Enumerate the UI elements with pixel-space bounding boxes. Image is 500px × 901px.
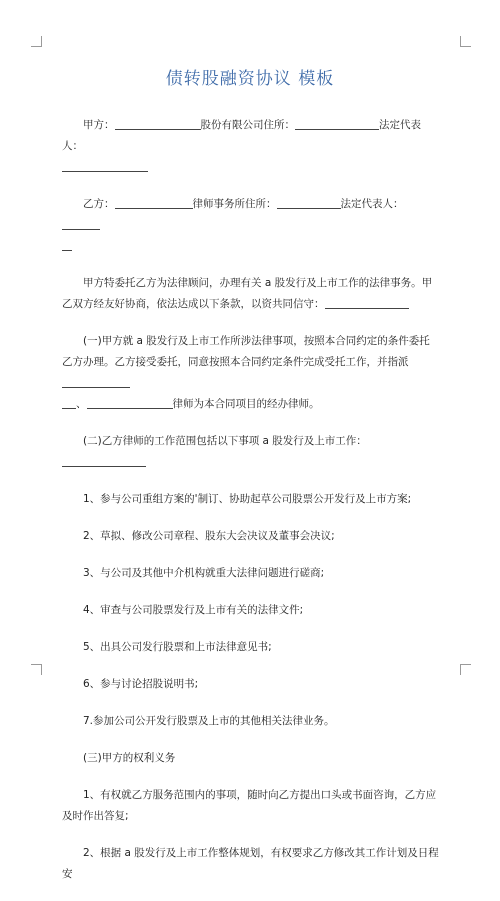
scope-item: 3、与公司及其他中介机构就重大法律问题进行磋商; — [83, 567, 325, 579]
blank-field[interactable] — [325, 296, 409, 309]
scope-item: 6、参与讨论招股说明书; — [83, 678, 199, 690]
corner-mark-top-left — [31, 36, 42, 47]
rights-item: 1、有权就乙方服务范围内的事项，随时向乙方提出口头或书面咨询，乙方应及时作出答复; — [62, 789, 437, 822]
scope-item: 5、出具公司发行股票和上市法律意见书; — [83, 641, 272, 653]
rights-item: 2、根据 a 股发行及上市工作整体规划，有权要求乙方修改其工作计划及日程安 — [62, 847, 439, 880]
clause-2-heading: (二)乙方律师的工作范围包括以下事项 a 股发行及上市工作： — [62, 431, 440, 473]
blank-field[interactable] — [62, 375, 130, 388]
blank-field[interactable] — [62, 396, 76, 409]
scope-item: 4、审查与公司股票发行及上市有关的法律文件; — [83, 604, 304, 616]
blank-field[interactable] — [115, 117, 201, 130]
corner-mark-bottom-left — [31, 664, 42, 675]
blank-field[interactable] — [62, 238, 72, 251]
clause-1: (一)甲方就 a 股发行及上市工作所涉法律事项，按照本合同约定的条件委托乙方办理。乙方接受委托，同意按照本合同约定条件完成受托工作，并指派 、 律师为本合同项目的经办律师。 — [62, 335, 430, 410]
blank-field[interactable] — [295, 117, 379, 130]
blank-field[interactable] — [62, 159, 148, 172]
blank-field[interactable] — [62, 217, 100, 230]
scope-item: 2、草拟、修改公司章程、股东大会决议及董事会决议; — [83, 530, 335, 542]
blank-field[interactable] — [277, 196, 341, 209]
scope-item: 7.参加公司公开发行股票及上市的其他相关法律业务。 — [83, 715, 335, 727]
clause-3-heading: (三)甲方的权利义务 — [83, 752, 176, 764]
party-b-line: 乙方： 律师事务所住所： 法定代表人： — [62, 194, 440, 257]
intro-paragraph: 甲方特委托乙方为法律顾问，办理有关 a 股发行及上市工作的法律事务。甲乙双方经友好协商，依法达成以下条款，以资共同信守： — [62, 277, 433, 310]
blank-field[interactable] — [115, 196, 193, 209]
blank-field[interactable] — [87, 396, 173, 409]
corner-mark-top-right — [460, 36, 471, 47]
scope-item: 1、参与公司重组方案的'制订、协助起草公司股票公开发行及上市方案; — [83, 493, 412, 505]
document-body — [62, 115, 440, 901]
document-title: 债转股融资协议 模板 — [165, 69, 335, 89]
blank-field[interactable] — [62, 454, 146, 467]
party-a-line: 甲方： 股份有限公司住所： 法定代表人： — [62, 115, 440, 178]
corner-mark-bottom-right — [460, 664, 471, 675]
